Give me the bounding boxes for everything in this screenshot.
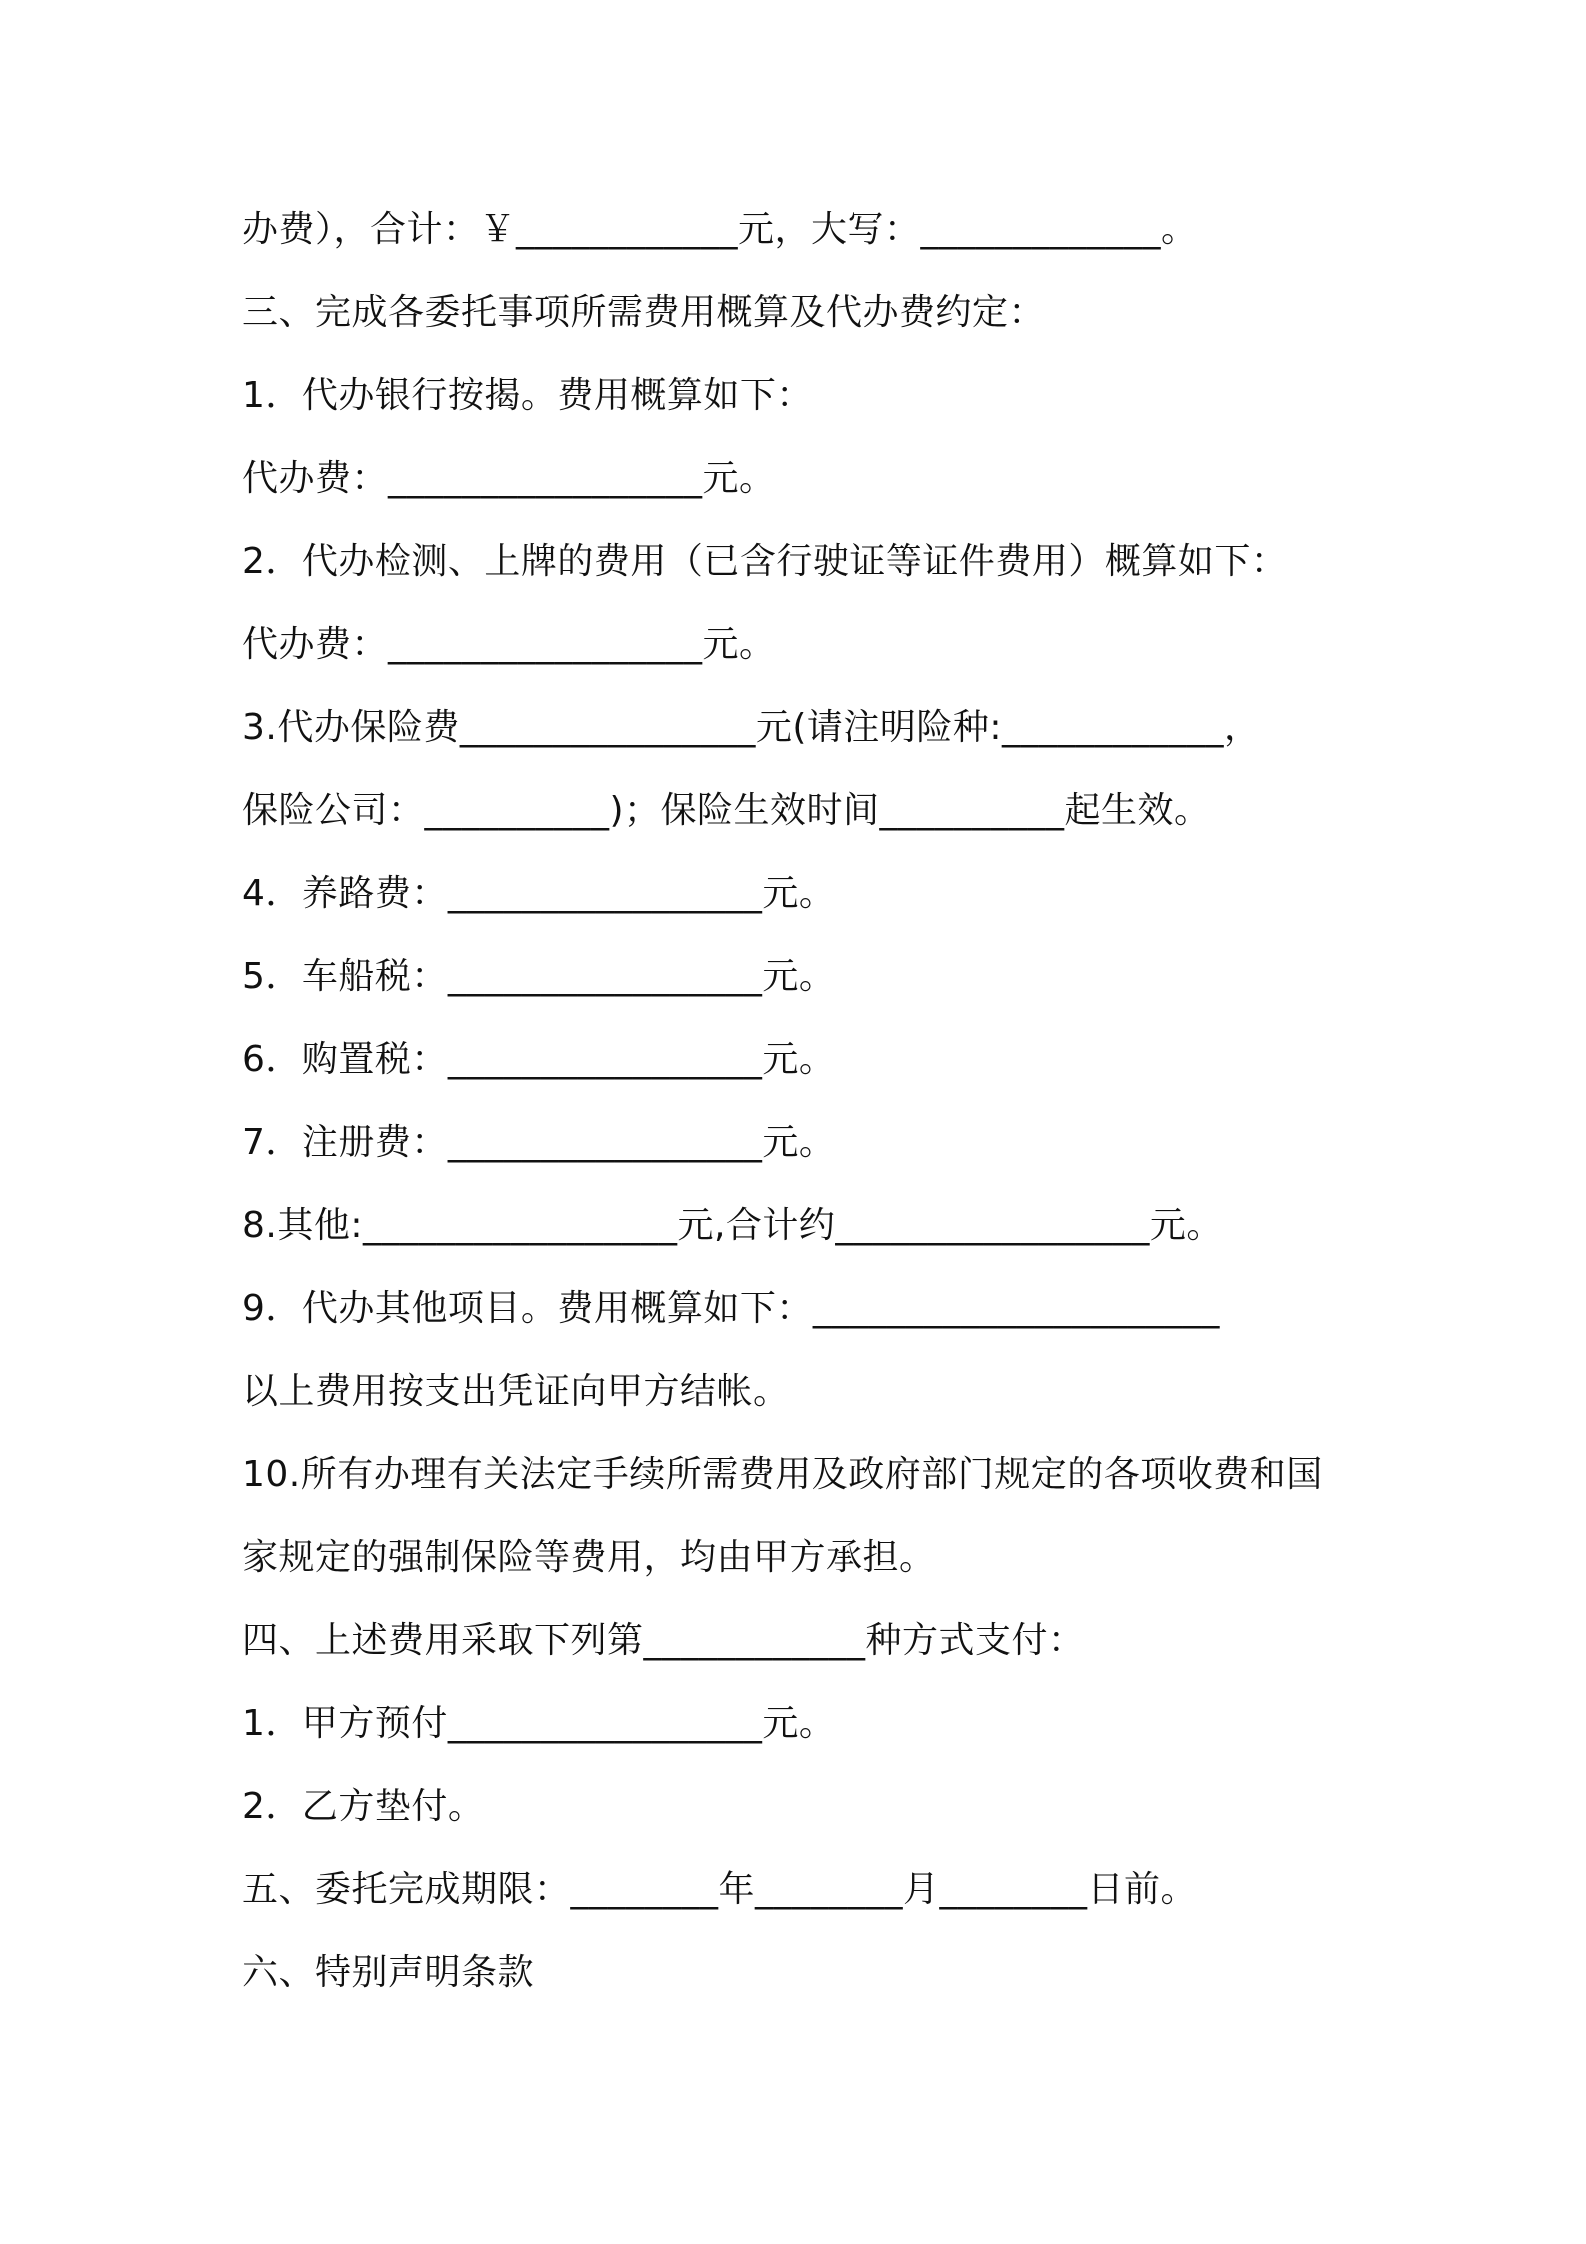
item-1-agency-fee: 代办费：_________________元。 (242, 458, 776, 499)
text-line-fee-total: 办费），合计：￥____________元，大写：_____________。 (242, 209, 1198, 250)
item-6-purchase-tax: 6．购置税：_________________元。 (242, 1039, 836, 1080)
item-10-statutory-fees-cont: 家规定的强制保险等费用，均由甲方承担。 (242, 1537, 936, 1578)
section-4-heading: 四、上述费用采取下列第____________种方式支付： (242, 1620, 1085, 1661)
item-9-other-items: 9．代办其他项目。费用概算如下：______________________ (242, 1288, 1220, 1329)
section-6-heading: 六、特别声明条款 (242, 1952, 535, 1993)
payment-option-1: 1．甲方预付_________________元。 (242, 1703, 836, 1744)
section-5-deadline: 五、委托完成期限：________年________月________日前。 (242, 1869, 1198, 1910)
item-10-statutory-fees: 10.所有办理有关法定手续所需费用及政府部门规定的各项收费和国 (242, 1454, 1323, 1495)
item-4-road-maintenance-fee: 4．养路费：_________________元。 (242, 873, 836, 914)
item-1-bank-mortgage: 1．代办银行按揭。费用概算如下： (242, 375, 813, 416)
item-3-insurance-company: 保险公司：__________)；保险生效时间__________起生效。 (242, 790, 1211, 831)
item-2-agency-fee: 代办费：_________________元。 (242, 624, 776, 665)
item-7-registration-fee: 7．注册费：_________________元。 (242, 1122, 836, 1163)
payment-option-2: 2．乙方垫付。 (242, 1786, 485, 1827)
section-3-heading: 三、完成各委托事项所需费用概算及代办费约定： (242, 292, 1046, 333)
settlement-note: 以上费用按支出凭证向甲方结帐。 (242, 1371, 790, 1412)
item-5-vehicle-vessel-tax: 5．车船税：_________________元。 (242, 956, 836, 997)
item-8-other: 8.其他:_________________元,合计约_________________元。 (242, 1205, 1223, 1246)
item-2-inspection-plate: 2．代办检测、上牌的费用（已含行驶证等证件费用）概算如下： (242, 541, 1288, 582)
item-3-insurance: 3.代办保险费________________元(请注明险种:____________， (242, 707, 1261, 748)
